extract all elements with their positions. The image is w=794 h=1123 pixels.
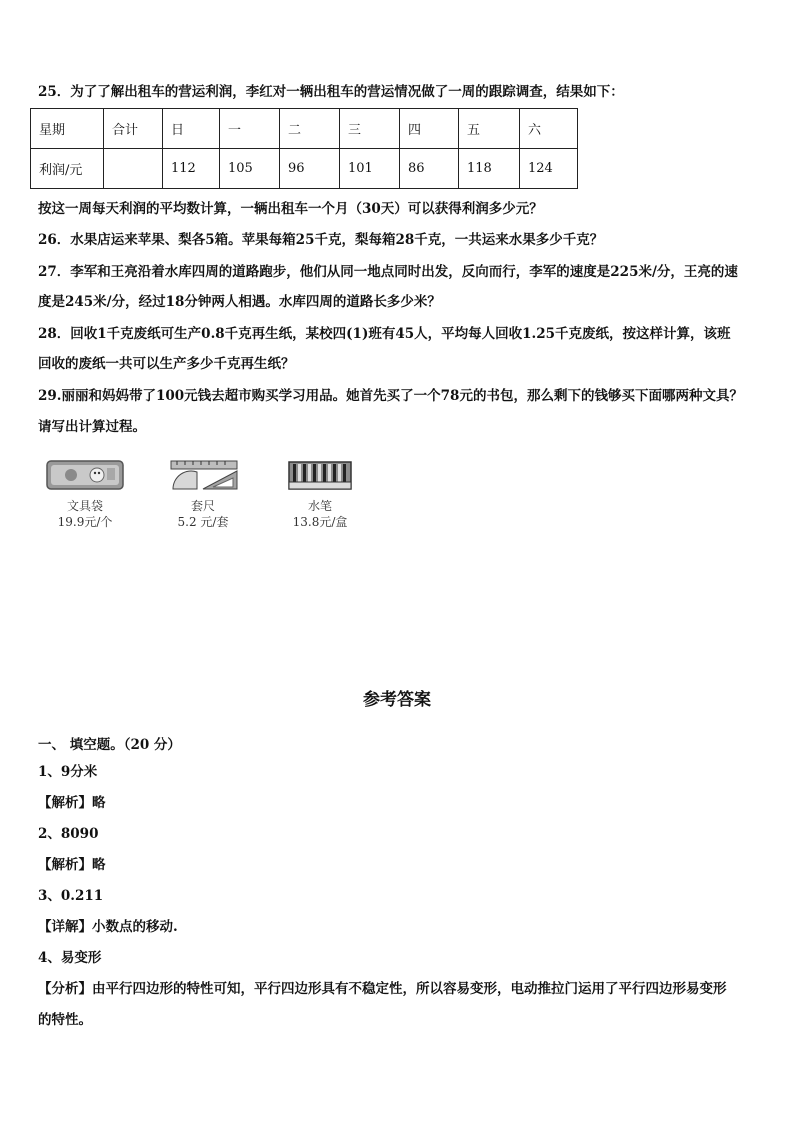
answer-line: 2、8090 — [38, 826, 99, 842]
q27-line2: 度是245米/分，经过18分钟两人相遇。水库四周的道路长多少米？ — [38, 294, 441, 310]
table-cell: 五 — [459, 109, 520, 149]
table-cell: 86 — [400, 149, 459, 189]
table-cell: 星期 — [31, 109, 104, 149]
answers-title: 参考答案 — [363, 690, 431, 710]
item-name: 套尺 — [190, 499, 215, 513]
item-name: 文具袋 — [66, 499, 103, 513]
table-cell: 124 — [520, 149, 578, 189]
table-cell — [104, 149, 163, 189]
stationery-item-pen-box — [275, 458, 365, 530]
table-cell: 三 — [340, 109, 400, 149]
answer-line: 【分析】由平行四边形的特性可知，平行四边形具有不稳定性，所以容易变形，电动推拉门运用了平行四边形易变形 — [38, 981, 727, 997]
answer-line: 【解析】略 — [38, 857, 106, 873]
table-cell: 101 — [340, 149, 400, 189]
pencil-case-icon — [40, 458, 130, 496]
table-cell: 日 — [163, 109, 220, 149]
q25-question: 按这一周每天利润的平均数计算，一辆出租车一个月（30天）可以获得利润多少元？ — [38, 201, 543, 217]
pen-box-icon — [275, 458, 365, 496]
stationery-item-ruler-set — [158, 458, 248, 530]
item-price: 13.8元/盒 — [292, 515, 348, 529]
item-name: 水笔 — [307, 499, 332, 513]
ruler-set-icon — [158, 458, 248, 496]
q29-line1: 29.丽丽和妈妈带了100元钱去超市购买学习用品。她首先买了一个78元的书包，那么剩下的钱够买下面哪两种文具？ — [38, 388, 743, 404]
answer-line: 3、0.211 — [38, 888, 104, 904]
table-cell: 六 — [520, 109, 578, 149]
answer-line: 【详解】小数点的移动. — [38, 919, 178, 935]
q27-line1: 27．李军和王亮沿着水库四周的道路跑步，他们从同一地点同时出发，反向而行，李军的速度是225米/分，王亮的速 — [38, 264, 738, 280]
q25-intro: 25．为了了解出租车的营运利润，李红对一辆出租车的营运情况做了一周的跟踪调查，结果如下： — [38, 84, 624, 100]
table-cell: 四 — [400, 109, 459, 149]
table-cell: 112 — [163, 149, 220, 189]
table-row — [31, 149, 578, 189]
answer-line: 1、9分米 — [38, 764, 98, 780]
table-cell: 二 — [280, 109, 340, 149]
table-cell: 一 — [220, 109, 280, 149]
table-cell: 96 — [280, 149, 340, 189]
q28-line1: 28．回收1千克废纸可生产0.8千克再生纸，某校四(1)班有45人，平均每人回收1.25千克废纸，按这样计算，该班 — [38, 326, 731, 342]
item-price: 19.9元/个 — [57, 515, 113, 529]
table-cell: 118 — [459, 149, 520, 189]
q26-text: 26．水果店运来苹果、梨各5箱。苹果每箱25千克，梨每箱28千克，一共运来水果多少千克？ — [38, 232, 604, 248]
table-cell: 105 — [220, 149, 280, 189]
answer-line: 【解析】略 — [38, 795, 106, 811]
answer-line: 4、易变形 — [38, 950, 102, 966]
table-cell: 利润/元 — [31, 149, 104, 189]
stationery-item-pencil-case — [40, 458, 130, 530]
q29-line2: 请写出计算过程。 — [38, 419, 146, 435]
q28-line2: 回收的废纸一共可以生产多少千克再生纸？ — [38, 356, 295, 372]
profit-table — [30, 108, 578, 189]
answer-line: 的特性。 — [38, 1012, 92, 1028]
item-price: 5.2 元/套 — [177, 515, 229, 529]
table-cell: 合计 — [104, 109, 163, 149]
answers-section-heading: 一、 填空题。（20 分） — [38, 737, 181, 753]
table-row — [31, 109, 578, 149]
